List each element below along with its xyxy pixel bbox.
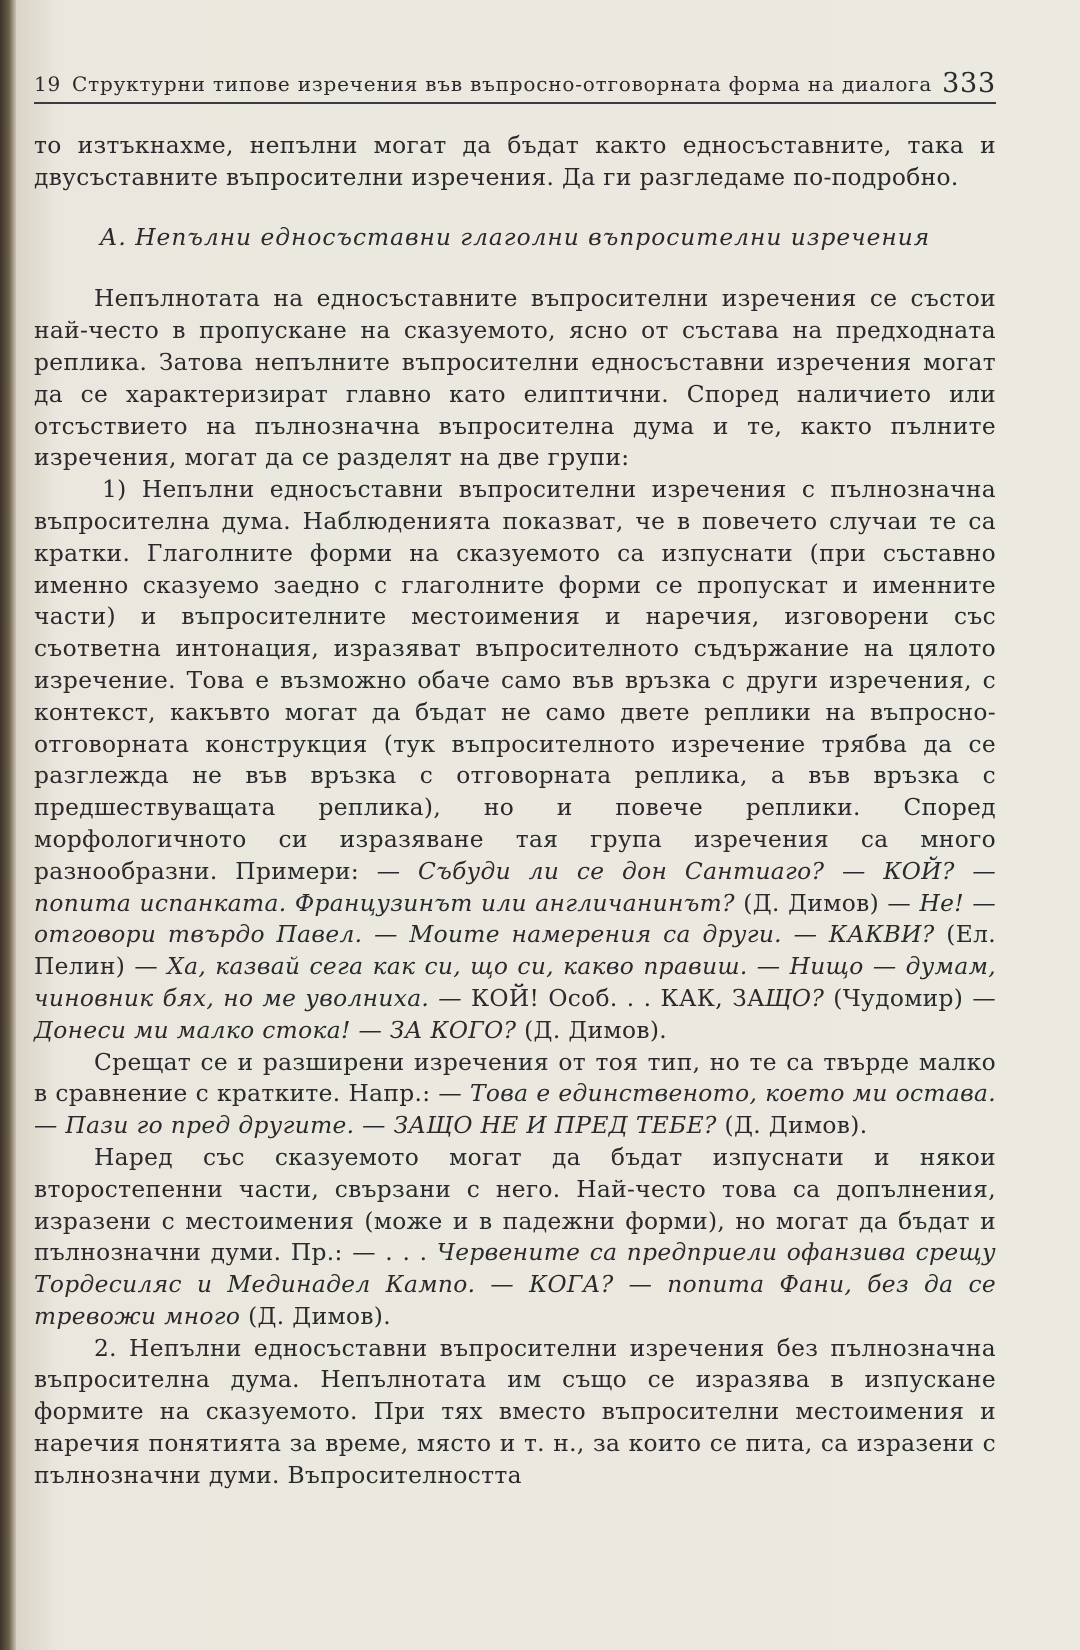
p5-text-1: Наред със сказуемото могат да бъдат изпуснати и някои второстепенни части, свързани с него. Най-често това са допълнения, изразени с местоимения (може и в падежни форми), но могат да бъдат и пълнозначни думи. Пр.: — . . . <box>34 1143 996 1267</box>
p5-example-1: Червените са предприели офанзива срещу Тордесиляс и Мединадел Кампо. — КОГА? — попита Фани, без да се тревожи много <box>34 1239 996 1330</box>
p5-text-2: (Д. Димов). <box>240 1302 391 1330</box>
running-title: Структурни типове изречения във въпросно-отговорната форма на диалога <box>72 72 933 96</box>
book-spine-shadow <box>0 0 16 1650</box>
p3-example-3: Ха, казвай сега как си, що си, какво правиш. — Нищо — думам, чиновник бях, но ме уволниха. — <box>34 953 996 1012</box>
paragraph-2: Непълнотата на едносъставните въпросителни изречения се състои най-често в пропускане на сказуемото, ясно от състава на предходната реплика. Затова непълните въпросителни едносъставни изречения могат да се характеризират главно като елиптични. Според наличието или отсъствието на пълнозначна въпросителна дума и те, както пълните изречения, могат да се разделят на две групи: <box>34 285 996 472</box>
page-number: 333 <box>942 68 996 99</box>
p4-text-1: Срещат се и разширени изречения от тоя тип, но те са твърде малко в сравнение с кратките. Напр.: — <box>34 1048 996 1108</box>
paragraph-5 <box>34 1142 996 1333</box>
chapter-number: 19 <box>34 72 62 96</box>
p3-text-3: (Ел. Пелин) — <box>34 921 996 981</box>
p4-text-2: (Д. Димов). <box>716 1112 868 1140</box>
p3-example-5: Донеси ми малко стока! — ЗА КОГО? <box>34 1016 517 1044</box>
p3-text-4: КОЙ! Особ. . . КАК, ЗА <box>461 984 765 1012</box>
running-header <box>34 66 996 104</box>
p3-text-1: 1) Непълни едносъставни въпросителни изречения с пълнозначна въпросителна дума. Наблюденията показват, че в повечето случаи те са кратки. Глаголните форми на сказуемото са изпуснати (при съставно именно сказуемо заедно с глаголните форми се пропускат и именните части) и въпросителните местоимения и наречия, изговорени със съответна интонация, изразяват въпросителното съдържание на цялото изречение. Това е възможно обаче само във връзка с други изречения, с контекст, какъвто могат да бъдат не само двете реплики на въпросно-отговорната конструкция (тук въпросителното изречение трябва да се разглежда не във връзка с отговорната реплика, а във връзка с предшествуващата реплика), но и повече реплики. Според морфологичното си изразяване тая група изречения са много разнообразни. Примери: — <box>34 476 996 885</box>
p4-example-1: Това е единственото, което ми остава. — Пази го пред другите. — ЗАЩО НЕ И ПРЕД ТЕБЕ? <box>34 1080 996 1140</box>
paragraph-4 <box>34 1047 996 1142</box>
p3-example-4: ЩО? <box>764 984 825 1012</box>
p3-text-2: (Д. Димов) — <box>734 889 920 917</box>
paragraph-6: 2. Непълни едносъставни въпросителни изречения без пълнозначна въпросителна дума. Непълнотата им също се изразява в изпускане формите на сказуемото. При тях вместо въпросителни местоимения и наречия понятията за време, място и т. н., за които се пита, са изразени с пълнозначни думи. Въпросителността <box>34 1334 996 1489</box>
paragraph-1: то изтъкнахме, непълни могат да бъдат както едносъставните, така и двусъставните въпросителни изречения. Да ги разгледаме по-подробно. <box>34 132 996 191</box>
page-body <box>34 130 996 1492</box>
p3-text-6: (Д. Димов). <box>516 1016 668 1044</box>
p3-text-5: (Чудомир) — <box>824 984 996 1012</box>
p3-example-1: Събуди ли се дон Сантиаго? — КОЙ? — попита испанката. Французинът или англичанинът? <box>34 857 996 917</box>
p3-example-2: Не! — отговори твърдо Павел. — Моите намерения са други. — КАКВИ? <box>34 889 996 949</box>
paragraph-3 <box>34 474 996 1046</box>
section-heading: А. Непълни едносъставни глаголни въпросителни изречения <box>99 223 931 251</box>
